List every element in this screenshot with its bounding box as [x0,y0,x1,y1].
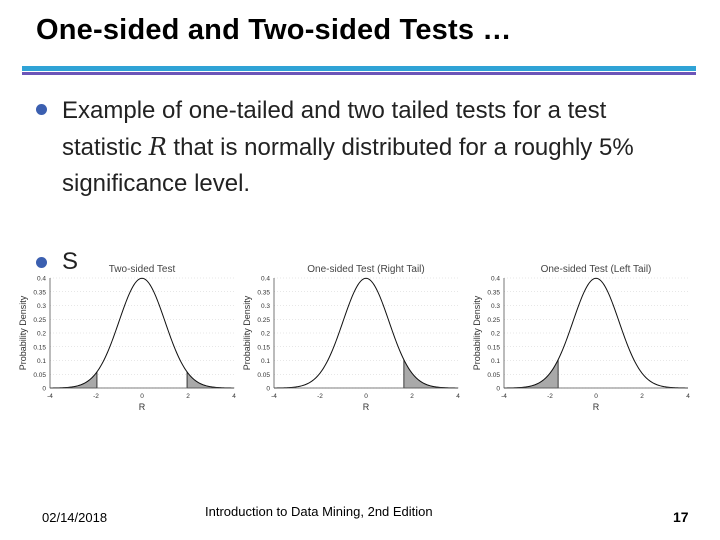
page-number: 17 [673,509,689,525]
bullet-text-1-pre: Example of one-tailed and two tailed tests for a test statistic [62,97,607,161]
y-axis-label: Probability Density [18,295,28,371]
x-tick-label: -4 [47,393,53,400]
footer-title: Introduction to Data Mining, 2nd Edition [205,504,433,519]
y-tick-label: 0.15 [257,344,270,352]
chart-title: One-sided Test (Right Tail) [307,264,425,275]
y-tick-label: 0.25 [487,316,500,324]
y-tick-label: 0.4 [36,275,46,283]
x-tick-label: 4 [232,393,236,400]
y-tick-label: 0.05 [257,371,270,379]
two-sided-test-chart [12,258,244,414]
x-axis-label: R [592,402,600,412]
y-tick-label: 0.35 [257,289,270,297]
x-tick-label: -4 [271,393,277,400]
x-axis-label: R [362,402,370,412]
bullet-text-2: S [62,248,79,275]
x-tick-label: 2 [410,393,414,400]
y-tick-label: 0.3 [490,303,500,310]
y-tick-label: 0.05 [487,371,500,379]
chart-title: Two-sided Test [108,264,176,275]
y-tick-label: 0.25 [257,316,270,324]
y-tick-label: 0.4 [490,275,500,283]
x-tick-label: 4 [456,393,460,400]
bullet-text-1 [62,93,672,202]
title-rule-bottom [22,72,696,75]
y-tick-label: 0.15 [33,344,46,352]
y-tick-label: 0.2 [260,330,270,338]
x-tick-label: -4 [501,393,507,400]
x-tick-label: 2 [186,393,190,400]
left-tail-test-chart [466,258,698,414]
bullet-dot [36,104,47,115]
x-tick-label: -2 [317,393,323,400]
x-tick-label: 0 [594,393,598,400]
y-tick-label: 0.1 [260,358,270,365]
y-tick-label: 0.2 [36,330,46,338]
y-tick-label: 0.05 [33,371,46,379]
y-tick-label: 0.1 [36,358,46,365]
statistic-variable: R [148,133,167,161]
title-rule-top [22,66,696,71]
y-tick-label: 0.4 [260,275,270,283]
right-tail-test-chart [236,258,468,414]
y-tick-label: 0 [496,385,500,393]
x-tick-label: -2 [93,393,99,400]
y-tick-label: 0.3 [260,303,270,310]
slide-title: One-sided and Two-sided Tests … [36,14,512,46]
y-axis-label: Probability Density [242,295,252,371]
x-tick-label: -2 [547,393,553,400]
y-tick-label: 0.25 [33,316,46,324]
y-axis-label: Probability Density [472,295,482,371]
x-tick-label: 0 [364,393,368,400]
y-tick-label: 0 [266,385,270,393]
y-tick-label: 0.35 [487,289,500,297]
y-tick-label: 0.2 [490,330,500,338]
footer-date: 02/14/2018 [42,510,108,525]
y-tick-label: 0.1 [490,358,500,365]
y-tick-label: 0 [42,385,46,393]
bullet-text-1-post: that is normally distributed for a roughly 5% significance level. [62,134,634,197]
x-tick-label: 4 [686,393,690,400]
y-tick-label: 0.35 [33,289,46,297]
chart-title: One-sided Test (Left Tail) [540,264,652,275]
x-tick-label: 2 [640,393,644,400]
y-tick-label: 0.15 [487,344,500,352]
y-tick-label: 0.3 [36,303,46,310]
x-axis-label: R [138,402,146,412]
x-tick-label: 0 [140,393,144,400]
